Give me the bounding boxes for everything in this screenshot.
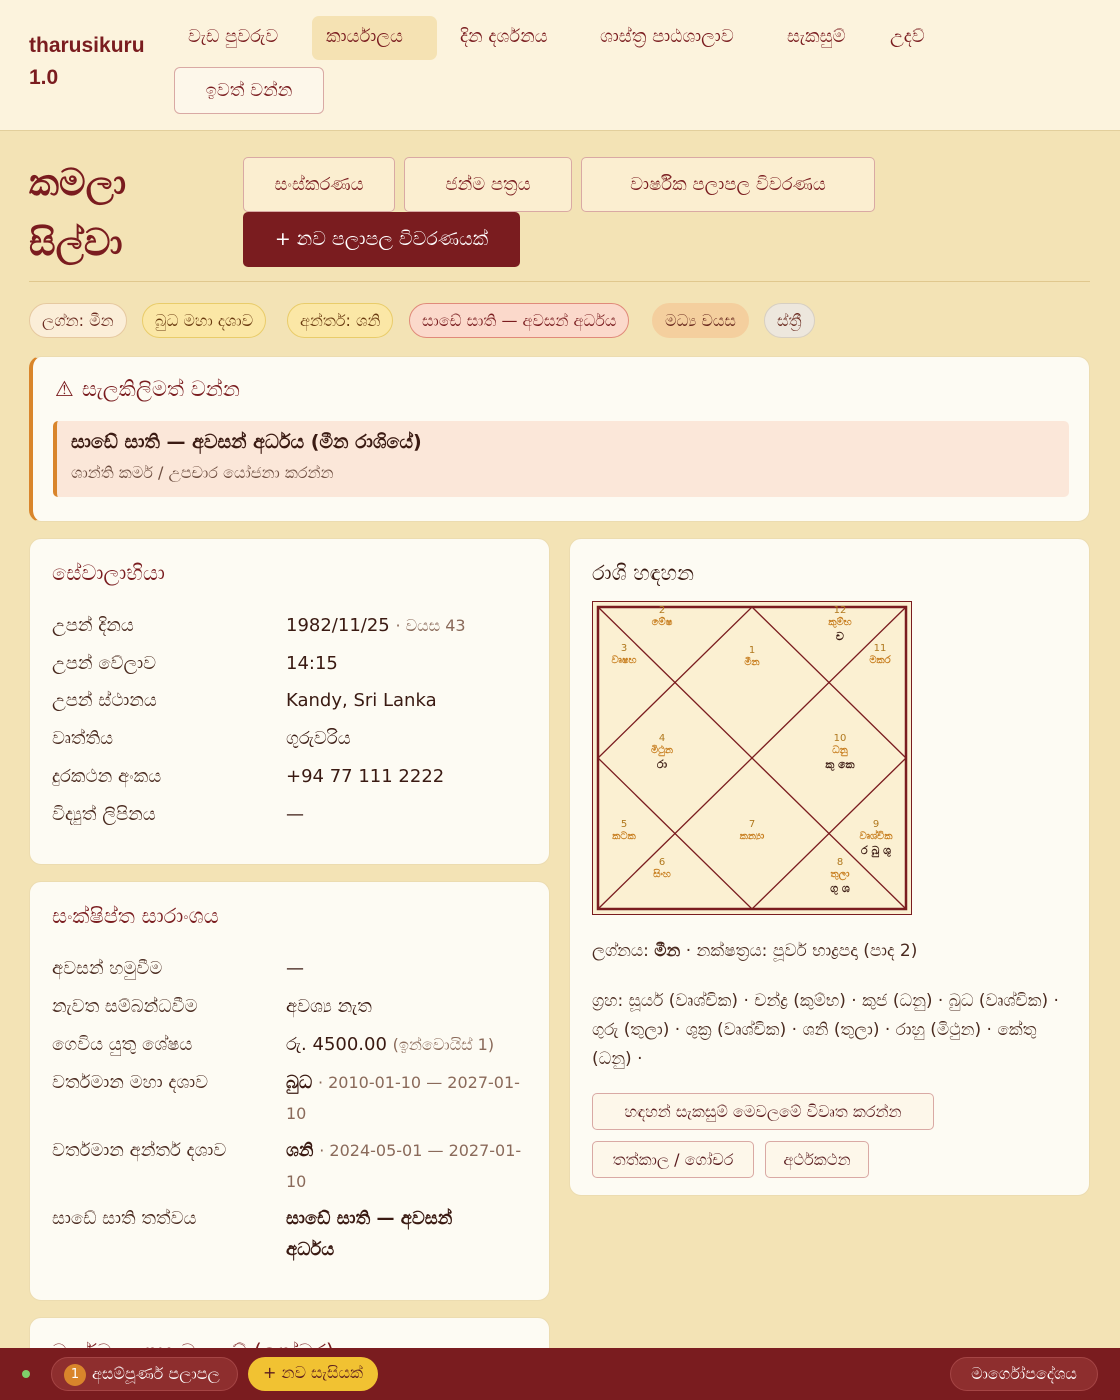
alert-heading: සාඩේ සාති — අවසන් අර්ධය (මීන රාශියේ) <box>71 431 422 453</box>
nav-item-settings[interactable]: සැකසුම් <box>787 26 846 47</box>
house-planets-8: ගු ශ <box>830 882 850 895</box>
house-planets-10: කු කෙ <box>825 758 855 771</box>
last-meeting-value: — <box>286 958 304 979</box>
interpretation-button[interactable]: අර්ථකථන <box>765 1141 869 1178</box>
birth-date-label: උපන් දිනය <box>52 615 134 636</box>
client-profile-card <box>29 538 550 865</box>
planet-positions: ග්‍රහ: සූර්ය (වෘශ්චික) · චන්ද්‍ර (කුම්භ) · කුජ (ධනු) · බුධ (වෘශ්චික) · ගුරු (තුලා) · ශුක්‍ර (වෘශ්චික) · ශනි (තුලා) · රාහු (මිථුන) · කේතු (ධනු) · <box>592 991 1059 1069</box>
alert-item <box>53 421 1069 497</box>
rasi-title: රාශි හඳහන <box>592 561 695 585</box>
house-sign-11: මකර <box>869 655 891 666</box>
house-number-1: 1 <box>748 645 756 656</box>
house-number-5: 5 <box>620 819 628 830</box>
next-contact-label: නැවත සම්බන්ධවීම <box>52 996 198 1017</box>
occupation-value: ගුරුවරිය <box>286 728 351 749</box>
chip-lagna: ලග්න: මීන <box>29 303 127 338</box>
nav-item-office[interactable]: කාර්යාලය <box>312 16 437 60</box>
new-report-button[interactable]: + නව පලාපල විවරණයක් <box>243 212 520 267</box>
lagna-nakshatra-caption: ලග්නය: මීන · නක්ෂත්‍රය: පූර්ව භාද්‍රපදා (පාද 2) <box>592 941 918 961</box>
new-session-button[interactable]: + නව සැසියක් <box>248 1357 378 1391</box>
house-number-7: 7 <box>748 819 756 830</box>
maha-dasha-value: බුධ · 2010-01-10 — 2027-01-10 <box>286 1072 520 1123</box>
house-sign-4: මිථුන <box>650 745 674 756</box>
alert-subtext: ශාන්ති කර්ම / උපචාර යෝජනා කරන්න <box>71 463 334 482</box>
phone-value: +94 77 111 2222 <box>286 766 445 787</box>
birth-time-value: 14:15 <box>286 653 338 674</box>
guidance-button[interactable]: මාර්ගෝපදේශය <box>950 1357 1098 1391</box>
house-planets-4: රා <box>656 758 668 771</box>
house-sign-10: ධනු <box>832 745 848 756</box>
brand-name: tharusikuru <box>29 34 145 57</box>
summary-title: සංක්ෂිප්ත සාරාංශය <box>52 904 219 928</box>
alert-card <box>29 356 1090 522</box>
occupation-label: වෘත්තිය <box>52 728 114 749</box>
balance-value: රු. 4500.00 (ඉන්වොයිස් 1) <box>286 1034 495 1055</box>
chip-gender: ස්ත්‍රී <box>764 303 815 338</box>
client-name: කමලා සිල්වා <box>29 160 127 264</box>
house-number-11: 11 <box>873 643 887 654</box>
house-number-2: 2 <box>658 605 666 616</box>
house-planets-9: ර බු ශු <box>860 844 892 857</box>
nav-item-help[interactable]: උදව් <box>890 26 925 47</box>
house-sign-5: කටක <box>612 831 636 842</box>
divider <box>29 281 1090 282</box>
bottom-status-bar <box>0 1348 1120 1400</box>
house-number-10: 10 <box>833 733 847 744</box>
sadesati-value: සාඩේ සාති — අවසන් අර්ධය <box>286 1208 453 1260</box>
house-sign-7: කන්‍යා <box>739 831 765 842</box>
top-nav-bar <box>0 0 1120 131</box>
maha-dasha-label: වර්තමාන මහා දශාව <box>52 1072 209 1093</box>
rasi-chart[interactable] <box>592 601 912 915</box>
house-sign-12: කුම්භ <box>828 617 852 628</box>
sadesati-label: සාඩේ සාති තත්වය <box>52 1208 197 1229</box>
house-sign-6: සිංහ <box>653 869 671 880</box>
alert-title: ⚠ සැලකිලිමත් වන්න <box>55 377 240 401</box>
logout-button[interactable]: ඉවත් වන්න <box>174 67 324 114</box>
edit-button[interactable]: සංස්කරණය <box>243 157 395 212</box>
house-sign-9: වෘශ්චික <box>859 831 893 842</box>
house-number-6: 6 <box>658 857 666 868</box>
house-sign-8: තුලා <box>830 869 850 880</box>
next-contact-value: අවශ්‍ය නැත <box>286 996 372 1017</box>
brand-version: 1.0 <box>29 66 59 89</box>
brand-logo[interactable] <box>29 30 159 94</box>
email-value: — <box>286 804 304 825</box>
house-sign-3: වෘෂභ <box>611 655 637 666</box>
transit-button[interactable]: තත්කාල / ගෝචර <box>592 1141 754 1178</box>
phone-label: දුරකථන අංකය <box>52 766 162 787</box>
house-number-4: 4 <box>658 733 666 744</box>
birth-place-label: උපන් ස්ථානය <box>52 690 157 711</box>
house-sign-1: මීන <box>744 657 760 668</box>
birth-time-label: උපන් වේලාව <box>52 653 157 674</box>
email-label: විද්‍යුත් ලිපිනය <box>52 804 156 825</box>
chip-sadesati: සාඩේ සාති — අවසන් අර්ධය <box>409 303 629 338</box>
nav-item-calendar[interactable]: දින දර්ශනය <box>460 26 548 47</box>
nav-item-academy[interactable]: ශාස්ත්‍ර පාඨශාලාව <box>600 26 734 47</box>
house-number-12: 12 <box>833 605 847 616</box>
house-number-8: 8 <box>836 857 844 868</box>
chip-antar-dasha: අන්තර්: ශනි <box>287 303 393 338</box>
birth-place-value: Kandy, Sri Lanka <box>286 690 437 711</box>
last-meeting-label: අවසන් හමුවීම <box>52 958 163 979</box>
nav-item-dashboard[interactable]: වැඩ පුවරුව <box>188 26 279 47</box>
warning-icon: ⚠ <box>55 377 74 401</box>
chip-age-group: මධ්‍ය වයස <box>652 303 749 338</box>
balance-label: ගෙවිය යුතු ශේෂය <box>52 1034 193 1055</box>
incomplete-reports-button[interactable]: 1 අසම්පූර්ණ පලාපල <box>51 1357 238 1391</box>
house-number-3: 3 <box>620 643 628 654</box>
house-planets-12: ච <box>836 630 844 643</box>
birth-chart-button[interactable]: ජන්ම පත්‍රය <box>404 157 572 212</box>
online-status-indicator <box>22 1370 30 1378</box>
annual-report-button[interactable]: වාර්ෂික පලාපල විවරණය <box>581 157 875 212</box>
house-number-9: 9 <box>872 819 880 830</box>
antar-dasha-label: වර්තමාන අන්තර් දශාව <box>52 1140 227 1161</box>
summary-card <box>29 881 550 1301</box>
incomplete-count-badge: 1 <box>64 1364 86 1386</box>
house-sign-2: මේෂ <box>651 617 673 628</box>
profile-title: සේවාලාභියා <box>52 561 165 585</box>
chip-maha-dasha: බුධ මහා දශාව <box>142 303 266 338</box>
antar-dasha-value: ශනි · 2024-05-01 — 2027-01-10 <box>286 1140 522 1191</box>
rasi-chart-svg <box>592 601 912 915</box>
rasi-chart-card <box>569 538 1090 1196</box>
birth-date-value: 1982/11/25 · වයස 43 <box>286 615 466 636</box>
open-chart-settings-button[interactable]: හඳහන් සැකසුම් මෙවලමේ විවෘත කරන්න <box>592 1093 934 1130</box>
